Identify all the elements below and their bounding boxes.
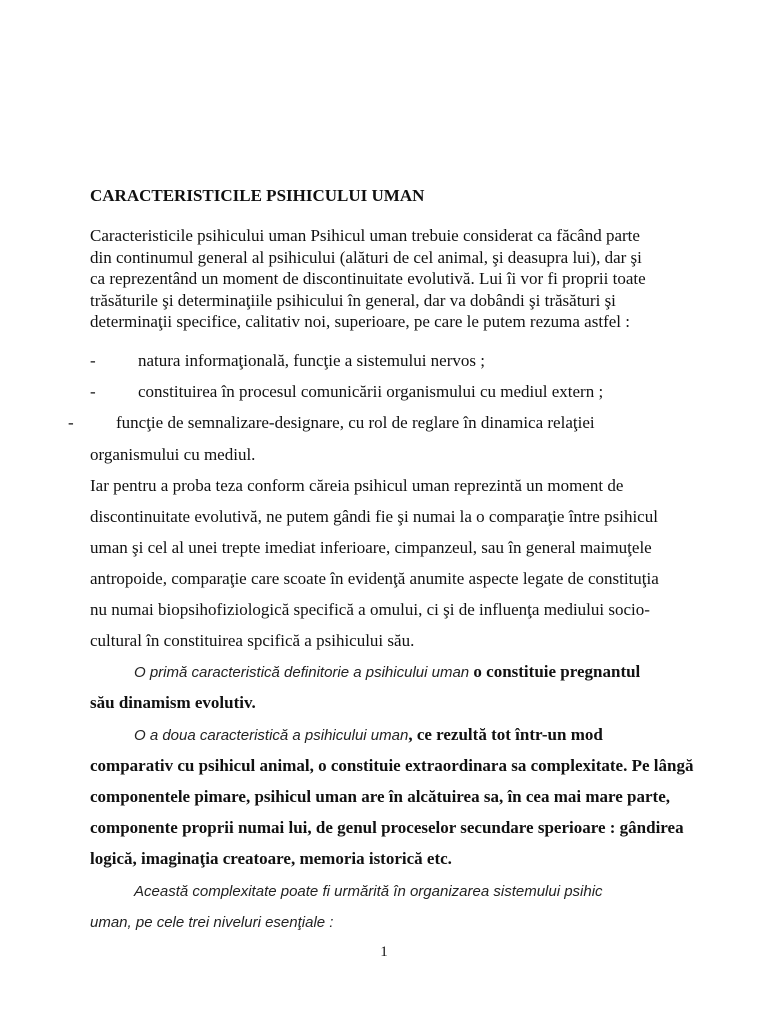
intro-line: Caracteristicile psihicului uman Psihicul uman trebuie considerat ca făcând parte [90,226,640,245]
body-line: Iar pentru a proba teza conform căreia psihicul uman reprezintă un moment de [90,476,624,495]
bullet-dash: - [90,351,96,370]
bullet-dash: - [90,382,96,401]
characteristic-1-line [134,662,640,682]
body-line: antropoide, comparaţie care scoate în evidenţă anumite aspecte legate de constituţia [90,569,659,588]
complexity-line [134,881,603,901]
complexity-italic: Această complexitate poate fi urmărită în organizarea sistemului psihic [134,883,603,900]
body-line: nu numai biopsihofiziologică specifică a omului, ci şi de influenţa mediului socio- [90,600,650,619]
bullet-text: constituirea în procesul comunicării organismului cu mediul extern ; [138,382,604,401]
intro-line: determinaţii specifice, calitativ noi, superioare, pe care le putem rezuma astfel : [90,312,630,331]
complexity-continuation [90,912,333,932]
characteristic-2-bold: , ce rezultă tot într-un mod [408,725,603,744]
body-line: componente proprii numai lui, de genul proceselor secundare sperioare : gândirea [90,818,684,837]
intro-line: ca reprezentând un moment de discontinuitate evolutivă. Lui îi vor fi proprii toate [90,269,646,288]
characteristic-1-bold: o constituie pregnantul [469,662,641,681]
bullet-continuation: organismului cu mediul. [90,445,256,464]
body-line: uman şi cel al unei trepte imediat inferioare, cimpanzeul, sau în general maimuţele [90,538,652,557]
page-number: 1 [380,944,388,960]
intro-paragraph [90,225,690,333]
intro-line: din continumul general al psihicului (alături de cel animal, şi deasupra lui), dar şi [90,247,642,267]
complexity-italic: uman, pe cele trei niveluri esenţiale : [90,914,334,931]
bullet-text: funcţie de semnalizare-designare, cu rol de reglare în dinamica relaţiei [116,413,595,432]
bullet-dash: - [68,413,74,432]
body-line: discontinuitate evolutivă, ne putem gândi fie şi numai la o comparaţie între psihicul [90,507,658,526]
characteristic-1-continuation: său dinamism evolutiv. [90,693,256,712]
page-title: CARACTERISTICILE PSIHICULUI UMAN [90,186,425,205]
body-line: comparativ cu psihicul animal, o constituie extraordinara sa complexitate. Pe lângă [90,756,694,775]
characteristic-2-line [134,725,603,745]
body-line: cultural în constituirea spcifică a psihicului său. [90,631,415,650]
bullet-text: natura informaţională, funcţie a sistemului nervos ; [138,351,485,370]
intro-line: trăsăturile şi determinaţiile psihicului în general, dar va dobândi şi trăsături şi [90,290,616,310]
characteristic-1-italic: O primă caracteristică definitorie a psihicului uman [134,664,470,681]
characteristic-2-italic: O a doua caracteristică a psihicului uman [134,727,409,744]
body-line: componentele pimare, psihicul uman are în alcătuirea sa, în cea mai mare parte, [90,787,671,806]
body-line: logică, imaginaţia creatoare, memoria istorică etc. [90,849,452,868]
